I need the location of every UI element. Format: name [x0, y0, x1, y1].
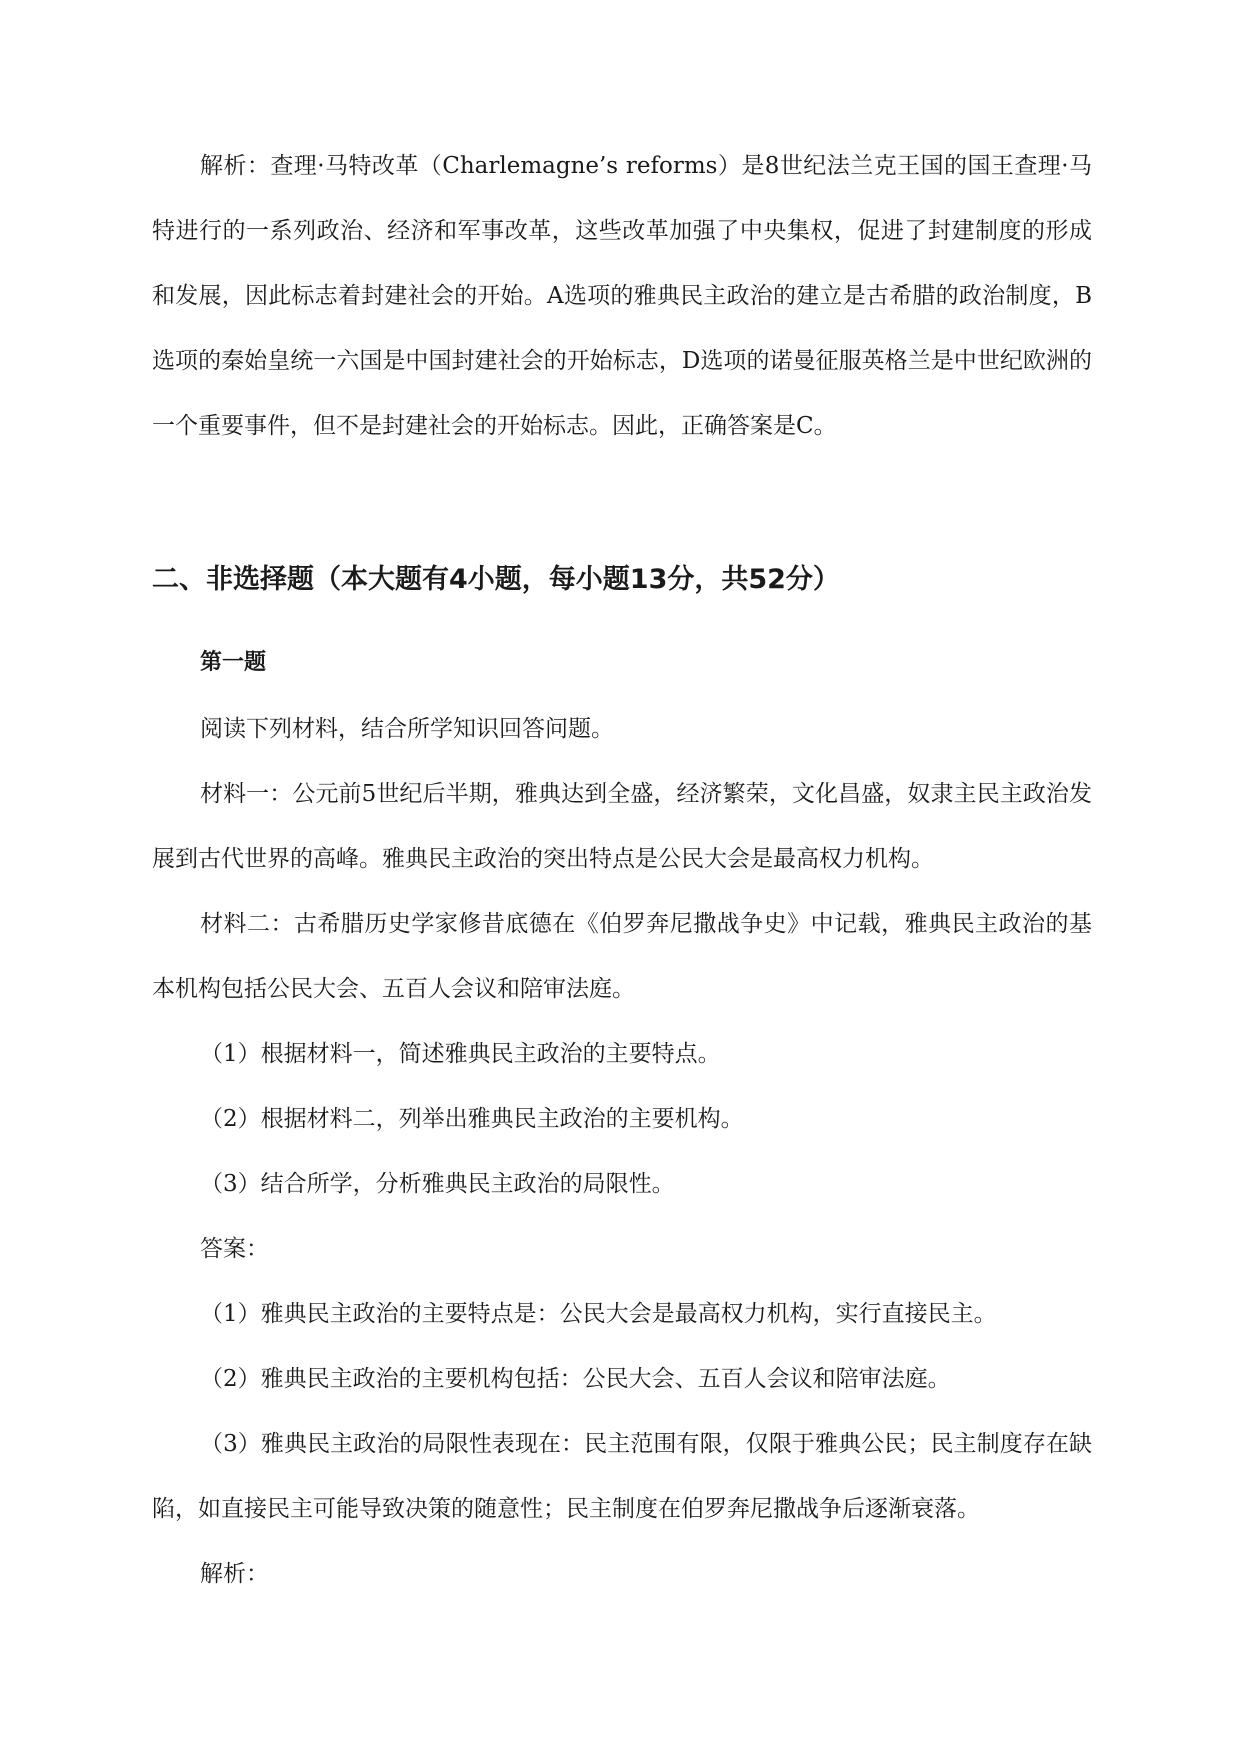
sub-question-3: （3）结合所学，分析雅典民主政治的局限性。 — [200, 1171, 675, 1197]
instruction-text: 阅读下列材料，结合所学知识回答问题。 — [200, 716, 614, 742]
material-two: 材料二：古希腊历史学家修昔底德在《伯罗奔尼撒战争史》中记载，雅典民主政治的基本机构包括公民大会、五百人会议和陪审法庭。 — [152, 911, 1092, 1002]
analysis-label: 解析： — [200, 1561, 269, 1587]
section-heading: 二、非选择题（本大题有4小题，每小题13分，共52分） — [152, 564, 840, 595]
answer-2: （2）雅典民主政治的主要机构包括：公民大会、五百人会议和陪审法庭。 — [200, 1366, 951, 1392]
question-title: 第一题 — [200, 650, 267, 675]
sub-question-1: （1）根据材料一，简述雅典民主政治的主要特点。 — [200, 1041, 721, 1067]
answer-3: （3）雅典民主政治的局限性表现在：民主范围有限，仅限于雅典公民；民主制度存在缺陷，如直接民主可能导致决策的随意性；民主制度在伯罗奔尼撒战争后逐渐衰落。 — [152, 1431, 1092, 1522]
question-body — [152, 697, 1092, 1607]
material-one: 材料一：公元前5世纪后半期，雅典达到全盛，经济繁荣，文化昌盛，奴隶主民主政治发展到古代世界的高峰。雅典民主政治的突出特点是公民大会是最高权力机构。 — [152, 781, 1092, 872]
explanation-paragraph: 解析：查理·马特改革（Charlemagne’s reforms）是8世纪法兰克王国的国王查理·马特进行的一系列政治、经济和军事改革，这些改革加强了中央集权，促进了封建制度的形成和发展，因此标志着封建社会的开始。A选项的雅典民主政治的建立是古希腊的政治制度，B选项的秦始皇统一六国是中国封建社会的开始标志，D选项的诺曼征服英格兰是中世纪欧洲的一个重要事件，但不是封建社会的开始标志。因此，正确答案是C。 — [152, 153, 1092, 439]
answer-1: （1）雅典民主政治的主要特点是：公民大会是最高权力机构，实行直接民主。 — [200, 1301, 997, 1327]
explanation-block — [152, 134, 1092, 459]
sub-question-2: （2）根据材料二，列举出雅典民主政治的主要机构。 — [200, 1106, 744, 1132]
answer-label: 答案： — [200, 1236, 269, 1262]
